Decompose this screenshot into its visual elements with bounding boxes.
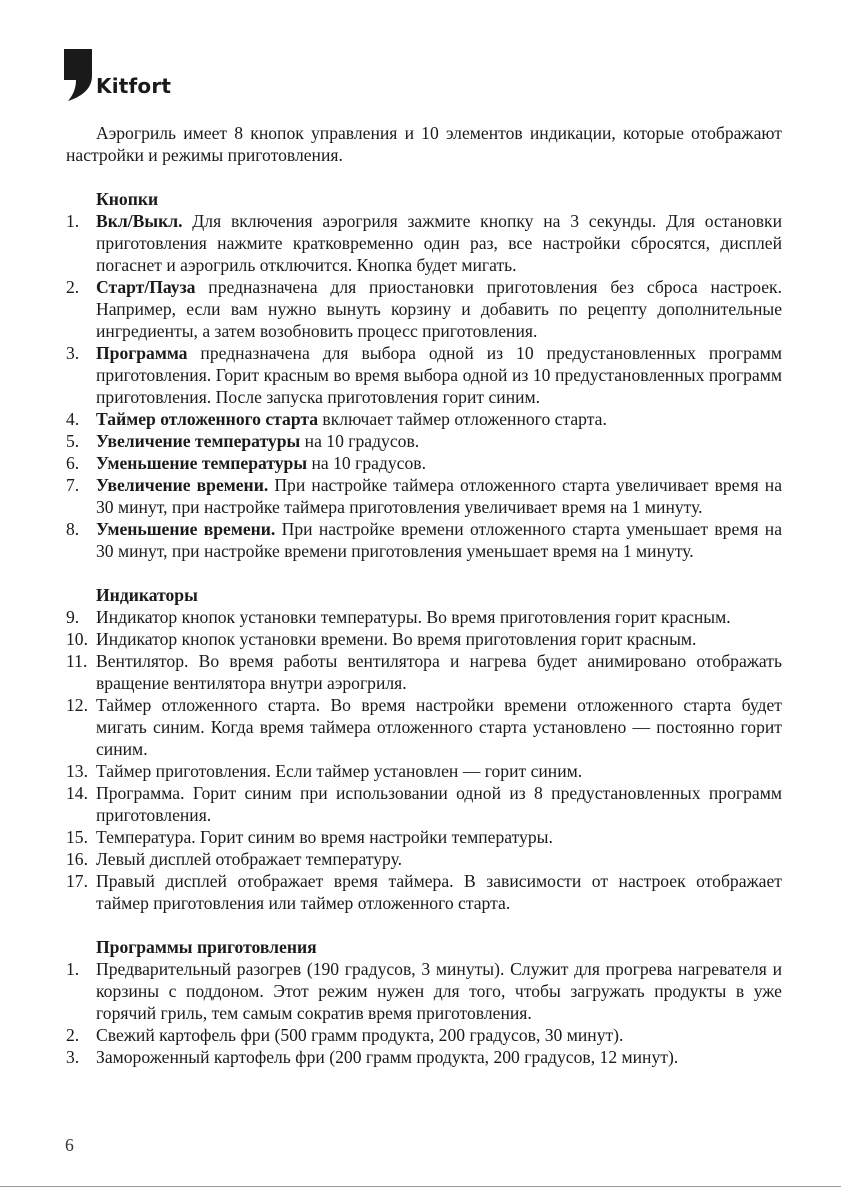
list-item: 12. Таймер отложенного старта. Во время настройки времени отложенного старта будет мигать синим. Когда время таймера отложенного старта установлено — постоянно горит синим. — [66, 695, 782, 759]
list-item: 14. Программа. Горит синим при использовании одной из 8 предустановленных программ приготовления. — [66, 783, 782, 825]
kitfort-logo-icon — [64, 49, 92, 101]
programs-section-title: Программы приготовления — [96, 937, 317, 957]
list-item: 3. Программа предназначена для выбора одной из 10 предустановленных программ приготовления. Горит красным во время выбора одной из 10 предустановленных программ приготовления. После запуска приготовления горит синим. — [66, 343, 782, 407]
list-item: 15. Температура. Горит синим во время настройки температуры. — [66, 827, 553, 847]
list-item: 5. Увеличение температуры на 10 градусов. — [66, 431, 420, 451]
list-item: 9. Индикатор кнопок установки температуры. Во время приготовления горит красным. — [66, 607, 731, 627]
list-item: 13. Таймер приготовления. Если таймер установлен — горит синим. — [66, 761, 583, 781]
programs-list — [66, 958, 782, 1068]
brand-name: Kitfort — [96, 74, 172, 98]
list-item: 17. Правый дисплей отображает время таймера. В зависимости от настроек отображает таймер приготовления или таймер отложенного старта. — [66, 871, 782, 913]
page-number: 6 — [65, 1135, 74, 1155]
buttons-section-title: Кнопки — [96, 189, 159, 209]
list-item: 11. Вентилятор. Во время работы вентилятора и нагрева будет анимировано отображать вращение вентилятора внутри аэрогриля. — [66, 651, 782, 693]
indicators-list — [66, 606, 782, 914]
list-item: 6. Уменьшение температуры на 10 градусов. — [66, 453, 426, 473]
list-item: 1. Предварительный разогрев (190 градусов, 3 минуты). Служит для прогрева нагревателя и корзины с поддоном. Этот режим нужен для того, чтобы загружать продукты в уже горячий гриль, тем самым сократив время приготовления. — [66, 959, 782, 1023]
document-body — [66, 122, 782, 1068]
list-item: 2. Свежий картофель фри (500 грамм продукта, 200 градусов, 30 минут). — [66, 1025, 624, 1045]
brand-logo — [64, 46, 204, 106]
list-item: 2. Старт/Пауза предназначена для приостановки приготовления без сброса настроек. Например, если вам нужно вынуть корзину и добавить по рецепту дополнительные ингредиенты, а затем возобновить процесс приготовления. — [66, 277, 782, 341]
list-item: 10. Индикатор кнопок установки времени. Во время приготовления горит красным. — [66, 629, 697, 649]
intro-paragraph: Аэрогриль имеет 8 кнопок управления и 10 элементов индикации, которые отображают настройки и режимы приготовления. — [66, 123, 782, 165]
list-item: 16. Левый дисплей отображает температуру. — [66, 849, 403, 869]
list-item: 1. Вкл/Выкл. Для включения аэрогриля зажмите кнопку на 3 секунды. Для остановки приготовления нажмите кратковременно один раз, все настройки сбросятся, дисплей погаснет и аэрогриль отключится. Кнопка будет мигать. — [66, 211, 782, 275]
list-item: 8. Уменьшение времени. При настройке времени отложенного старта уменьшает время на 30 минут, при настройке времени приготовления уменьшает время на 1 минуту. — [66, 519, 783, 561]
page-bottom-divider — [0, 1186, 841, 1187]
list-item: 3. Замороженный картофель фри (200 грамм продукта, 200 градусов, 12 минут). — [66, 1047, 679, 1067]
indicators-section-title: Индикаторы — [96, 585, 198, 605]
list-item: 7. Увеличение времени. При настройке таймера отложенного старта увеличивает время на 30 минут, при настройке таймера приготовления увеличивает время на 1 минуту. — [66, 475, 783, 517]
buttons-list — [66, 210, 782, 562]
list-item: 4. Таймер отложенного старта включает таймер отложенного старта. — [66, 409, 607, 429]
